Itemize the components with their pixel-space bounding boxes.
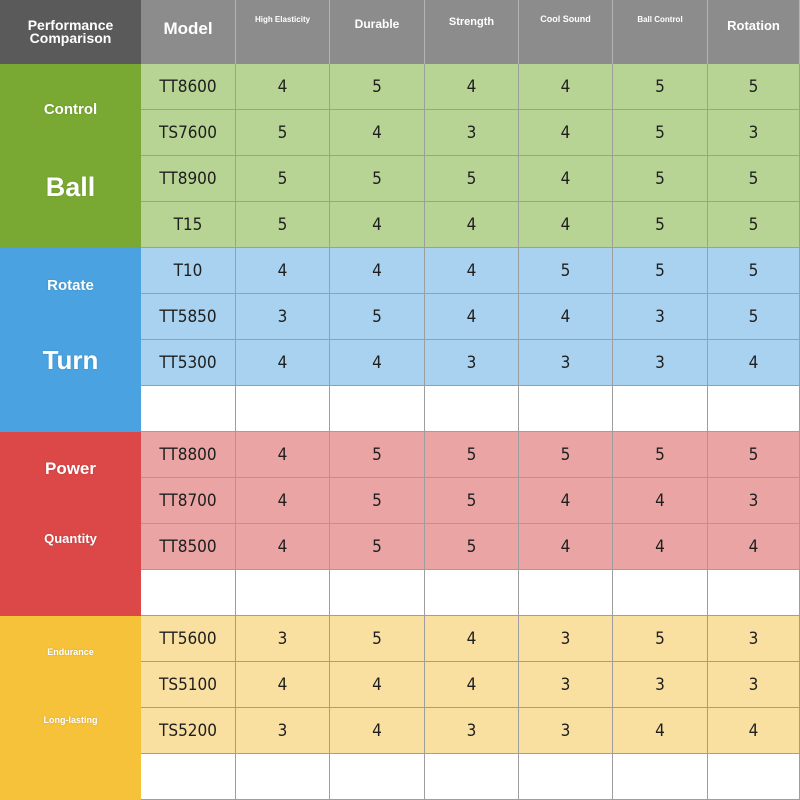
score-cell-rotation: 5 [708,202,800,248]
score-cell-strength [425,386,519,432]
score-cell-strength: 4 [425,248,519,294]
score-cell-high-elasticity: 3 [236,708,330,754]
score-cell-strength: 5 [425,478,519,524]
score-cell-high-elasticity: 3 [236,616,330,662]
score-cell-cool-sound [519,570,613,616]
model-cell [141,386,236,432]
score-cell-high-elasticity [236,754,330,800]
score-cell-rotation: 5 [708,64,800,110]
score-cell-durable: 5 [330,156,425,202]
category-label-primary: Control [43,101,98,118]
category-power-quantity [0,432,141,616]
score-cell-strength: 4 [425,616,519,662]
score-cell-high-elasticity: 4 [236,432,330,478]
score-cell-ball-control: 5 [613,202,708,248]
model-cell: TT5850 [141,294,236,340]
score-cell-strength: 5 [425,156,519,202]
score-cell-high-elasticity: 5 [236,110,330,156]
category-label-secondary: Long-lasting [43,715,98,725]
score-cell-rotation: 3 [708,110,800,156]
score-cell-high-elasticity: 4 [236,662,330,708]
score-cell-cool-sound: 4 [519,294,613,340]
score-cell-strength: 5 [425,432,519,478]
score-cell-ball-control: 4 [613,478,708,524]
score-cell-cool-sound: 5 [519,248,613,294]
header-column-ball-control: Ball Control [613,0,708,64]
model-cell: TT8700 [141,478,236,524]
header-column-durable: Durable [330,0,425,64]
score-cell-cool-sound [519,754,613,800]
score-cell-rotation: 4 [708,524,800,570]
score-cell-durable: 4 [330,708,425,754]
score-cell-cool-sound: 4 [519,64,613,110]
model-cell: TT5300 [141,340,236,386]
score-cell-ball-control: 5 [613,156,708,202]
score-cell-high-elasticity: 4 [236,248,330,294]
model-cell: TS7600 [141,110,236,156]
score-cell-ball-control: 5 [613,616,708,662]
score-cell-durable: 5 [330,524,425,570]
header-column-cool-sound: Cool Sound [519,0,613,64]
score-cell-rotation: 5 [708,248,800,294]
score-cell-rotation [708,570,800,616]
model-cell: TT8500 [141,524,236,570]
score-cell-ball-control: 4 [613,708,708,754]
score-cell-cool-sound: 3 [519,708,613,754]
score-cell-ball-control: 3 [613,340,708,386]
model-cell: TT8600 [141,64,236,110]
score-cell-cool-sound [519,386,613,432]
model-cell: TS5100 [141,662,236,708]
model-cell: TT8900 [141,156,236,202]
score-cell-ball-control: 5 [613,248,708,294]
header-column-strength: Strength [425,0,519,64]
score-cell-rotation: 4 [708,340,800,386]
score-cell-cool-sound: 4 [519,524,613,570]
category-endurance-long-lasting [0,616,141,800]
score-cell-strength: 3 [425,340,519,386]
score-cell-ball-control: 4 [613,524,708,570]
score-cell-high-elasticity: 4 [236,340,330,386]
model-cell: TT5600 [141,616,236,662]
score-cell-ball-control [613,570,708,616]
category-control-ball [0,64,141,248]
score-cell-ball-control: 3 [613,294,708,340]
score-cell-high-elasticity: 4 [236,524,330,570]
score-cell-cool-sound: 4 [519,478,613,524]
score-cell-ball-control: 5 [613,110,708,156]
score-cell-ball-control [613,386,708,432]
header-title-line1: Performance [27,17,114,33]
score-cell-strength: 3 [425,708,519,754]
score-cell-cool-sound: 4 [519,110,613,156]
score-cell-cool-sound: 4 [519,202,613,248]
score-cell-cool-sound: 3 [519,616,613,662]
score-cell-durable: 5 [330,294,425,340]
score-cell-rotation: 5 [708,156,800,202]
score-cell-durable: 5 [330,432,425,478]
score-cell-rotation: 5 [708,294,800,340]
score-cell-rotation [708,386,800,432]
score-cell-rotation [708,754,800,800]
score-cell-strength: 4 [425,294,519,340]
category-label-primary: Power [44,459,97,478]
header-column-model: Model [141,0,236,64]
score-cell-rotation: 3 [708,478,800,524]
score-cell-durable: 4 [330,110,425,156]
score-cell-high-elasticity [236,570,330,616]
header-column-high-elasticity: High Elasticity [236,0,330,64]
score-cell-rotation: 3 [708,616,800,662]
score-cell-strength: 4 [425,202,519,248]
header-title-line2: Comparison [29,30,112,46]
model-cell [141,754,236,800]
score-cell-strength [425,570,519,616]
score-cell-durable [330,570,425,616]
score-cell-high-elasticity: 5 [236,156,330,202]
score-cell-durable: 4 [330,340,425,386]
score-cell-durable [330,386,425,432]
score-cell-ball-control: 5 [613,64,708,110]
score-cell-durable: 5 [330,478,425,524]
score-cell-strength: 4 [425,662,519,708]
score-cell-durable: 4 [330,248,425,294]
score-cell-ball-control [613,754,708,800]
model-cell: T15 [141,202,236,248]
score-cell-cool-sound: 5 [519,432,613,478]
score-cell-high-elasticity: 5 [236,202,330,248]
score-cell-high-elasticity: 4 [236,64,330,110]
score-cell-strength [425,754,519,800]
category-label-secondary: Quantity [44,531,97,546]
model-cell [141,570,236,616]
score-cell-strength: 4 [425,64,519,110]
score-cell-rotation: 3 [708,662,800,708]
score-cell-high-elasticity: 3 [236,294,330,340]
model-cell: TS5200 [141,708,236,754]
score-cell-ball-control: 5 [613,432,708,478]
score-cell-durable: 4 [330,202,425,248]
category-rotate-turn [0,248,141,432]
score-cell-rotation: 5 [708,432,800,478]
score-cell-cool-sound: 3 [519,340,613,386]
score-cell-cool-sound: 3 [519,662,613,708]
score-cell-durable: 4 [330,662,425,708]
model-cell: T10 [141,248,236,294]
score-cell-durable: 5 [330,64,425,110]
score-cell-high-elasticity: 4 [236,478,330,524]
score-cell-rotation: 4 [708,708,800,754]
category-label-primary: Rotate [47,277,94,294]
score-cell-ball-control: 3 [613,662,708,708]
score-cell-durable [330,754,425,800]
score-cell-durable: 5 [330,616,425,662]
score-cell-strength: 5 [425,524,519,570]
score-cell-high-elasticity [236,386,330,432]
model-cell: TT8800 [141,432,236,478]
category-label-primary: Endurance [47,647,94,657]
category-label-secondary: Turn [42,345,99,375]
header-title-cell [0,0,141,64]
category-label-secondary: Ball [45,172,96,202]
score-cell-strength: 3 [425,110,519,156]
header-column-rotation: Rotation [708,0,800,64]
score-cell-cool-sound: 4 [519,156,613,202]
